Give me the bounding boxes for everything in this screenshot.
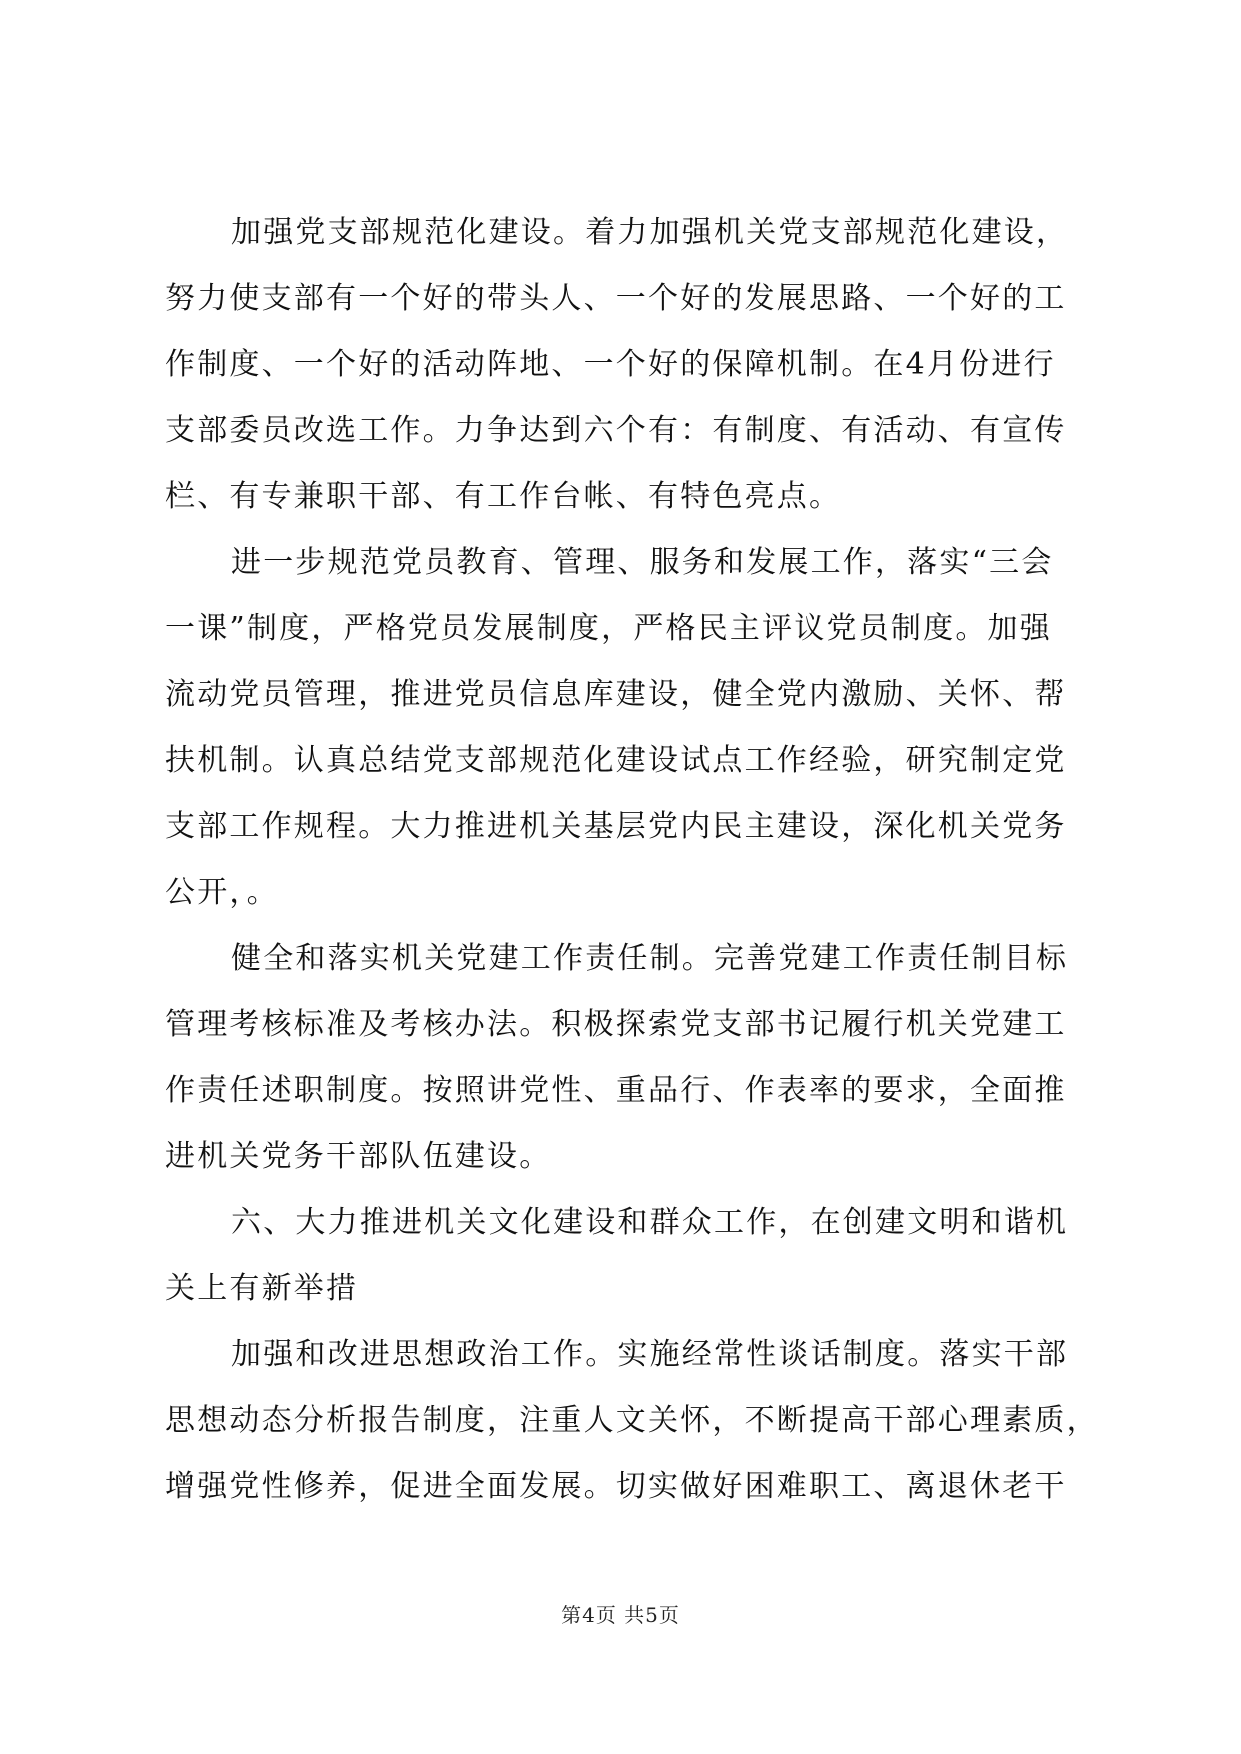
- text-line: 作制度、一个好的活动阵地、一个好的保障机制。在4月份进行: [165, 347, 1056, 382]
- text-line: 加强党支部规范化建设。着力加强机关党支部规范化建设，: [231, 215, 1069, 250]
- text-line: 管理考核标准及考核办法。积极探索党支部书记履行机关党建工: [165, 1007, 1067, 1042]
- text-line: 六、大力推进机关文化建设和群众工作，在创建文明和谐机: [231, 1205, 1069, 1240]
- text-line: 健全和落实机关党建工作责任制。完善党建工作责任制目标: [231, 941, 1069, 976]
- text-line: 努力使支部有一个好的带头人、一个好的发展思路、一个好的工: [165, 281, 1067, 316]
- text-line: 进机关党务干部队伍建设。: [165, 1139, 552, 1174]
- text-line: 增强党性修养，促进全面发展。切实做好困难职工、离退休老干: [165, 1469, 1067, 1504]
- text-line: 公开，。: [165, 875, 279, 910]
- text-line: 思想动态分析报告制度，注重人文关怀，不断提高干部心理素质，: [165, 1403, 1099, 1438]
- text-line: 支部委员改选工作。力争达到六个有：有制度、有活动、有宣传: [165, 413, 1067, 448]
- text-line: 一课”制度，严格党员发展制度，严格民主评议党员制度。加强: [165, 611, 1052, 646]
- text-line: 加强和改进思想政治工作。实施经常性谈话制度。落实干部: [231, 1337, 1069, 1372]
- text-line: 扶机制。认真总结党支部规范化建设试点工作经验，研究制定党: [165, 743, 1067, 778]
- document-body: [165, 200, 1099, 1520]
- text-line: 流动党员管理，推进党员信息库建设，健全党内激励、关怀、帮: [165, 677, 1067, 712]
- page-footer: 第4页 共5页: [561, 1603, 680, 1627]
- text-line: 进一步规范党员教育、管理、服务和发展工作，落实“三会: [231, 545, 1054, 580]
- text-line: 栏、有专兼职干部、有工作台帐、有特色亮点。: [165, 479, 842, 514]
- text-line: 关上有新举措: [165, 1271, 359, 1306]
- text-line: 作责任述职制度。按照讲党性、重品行、作表率的要求，全面推: [165, 1073, 1067, 1108]
- text-line: 支部工作规程。大力推进机关基层党内民主建设，深化机关党务: [165, 809, 1067, 844]
